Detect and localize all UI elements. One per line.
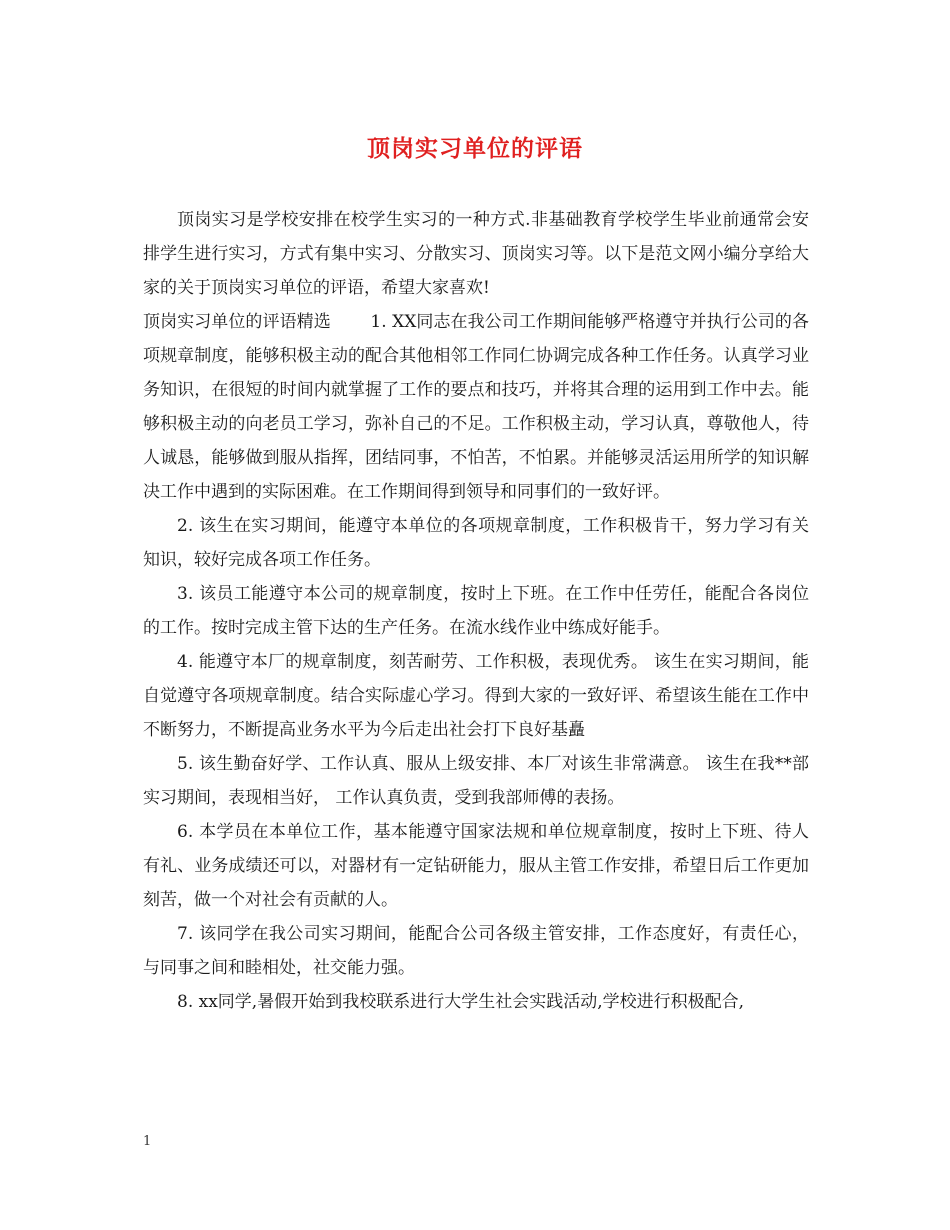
page-number: 1 <box>143 1134 152 1149</box>
paragraph-3: 3. 该员工能遵守本公司的规章制度，按时上下班。在工作中任劳任，能配合各岗位的工作。按时完成主管下达的生产任务。在流水线作业中练成好能手。 <box>143 584 809 638</box>
paragraph-1: 顶岗实习单位的评语精选 1. XX同志在我公司工作期间能够严格遵守并执行公司的各项规章制度，能够积极主动的配合其他相邻工作同仁协调完成各种工作任务。认真学习业务知识，在很短的时间内就掌握了工作的要点和技巧，并将其合理的运用到工作中去。能够积极主动的向老员工学习，弥补自己的不足。工作积极主动，学习认真，尊敬他人，待人诚恳，能够做到服从指挥，团结同事，不怕苦，不怕累。并能够灵活运用所学的知识解决工作中遇到的实际困难。在工作期间得到领导和同事们的一致好评。 <box>143 312 809 502</box>
paragraph-6: 6. 本学员在本单位工作，基本能遵守国家法规和单位规章制度，按时上下班、待人有礼、业务成绩还可以，对器材有一定钻研能力，服从主管工作安排，希望日后工作更加刻苦，做一个对社会有贡献的人。 <box>143 822 809 910</box>
document-title: 顶岗实习单位的评语 <box>367 135 583 162</box>
paragraph-5: 5. 该生勤奋好学、工作认真、服从上级安排、本厂对该生非常满意。 该生在我**部实习期间，表现相当好， 工作认真负责，受到我部师傅的表扬。 <box>143 754 809 808</box>
paragraph-4: 4. 能遵守本厂的规章制度，刻苦耐劳、工作积极，表现优秀。 该生在实习期间，能自觉遵守各项规章制度。结合实际虚心学习。得到大家的一致好评、希望该生能在工作中不断努力，不断提高业务水平为今后走出社会打下良好基矗 <box>143 652 809 740</box>
document-body <box>143 203 809 1019</box>
paragraph-2: 2. 该生在实习期间，能遵守本单位的各项规章制度，工作积极肯干，努力学习有关知识，较好完成各项工作任务。 <box>143 516 809 570</box>
intro-paragraph: 顶岗实习是学校安排在校学生实习的一种方式.非基础教育学校学生毕业前通常会安排学生进行实习，方式有集中实习、分散实习、顶岗实习等。以下是范文网小编分享给大家的关于顶岗实习单位的评语，希望大家喜欢! <box>143 210 809 298</box>
paragraph-8: 8. xx同学,暑假开始到我校联系进行大学生社会实践活动,学校进行积极配合, <box>177 992 745 1012</box>
paragraph-7: 7. 该同学在我公司实习期间，能配合公司各级主管安排，工作态度好，有责任心，与同事之间和睦相处，社交能力强。 <box>143 924 809 978</box>
